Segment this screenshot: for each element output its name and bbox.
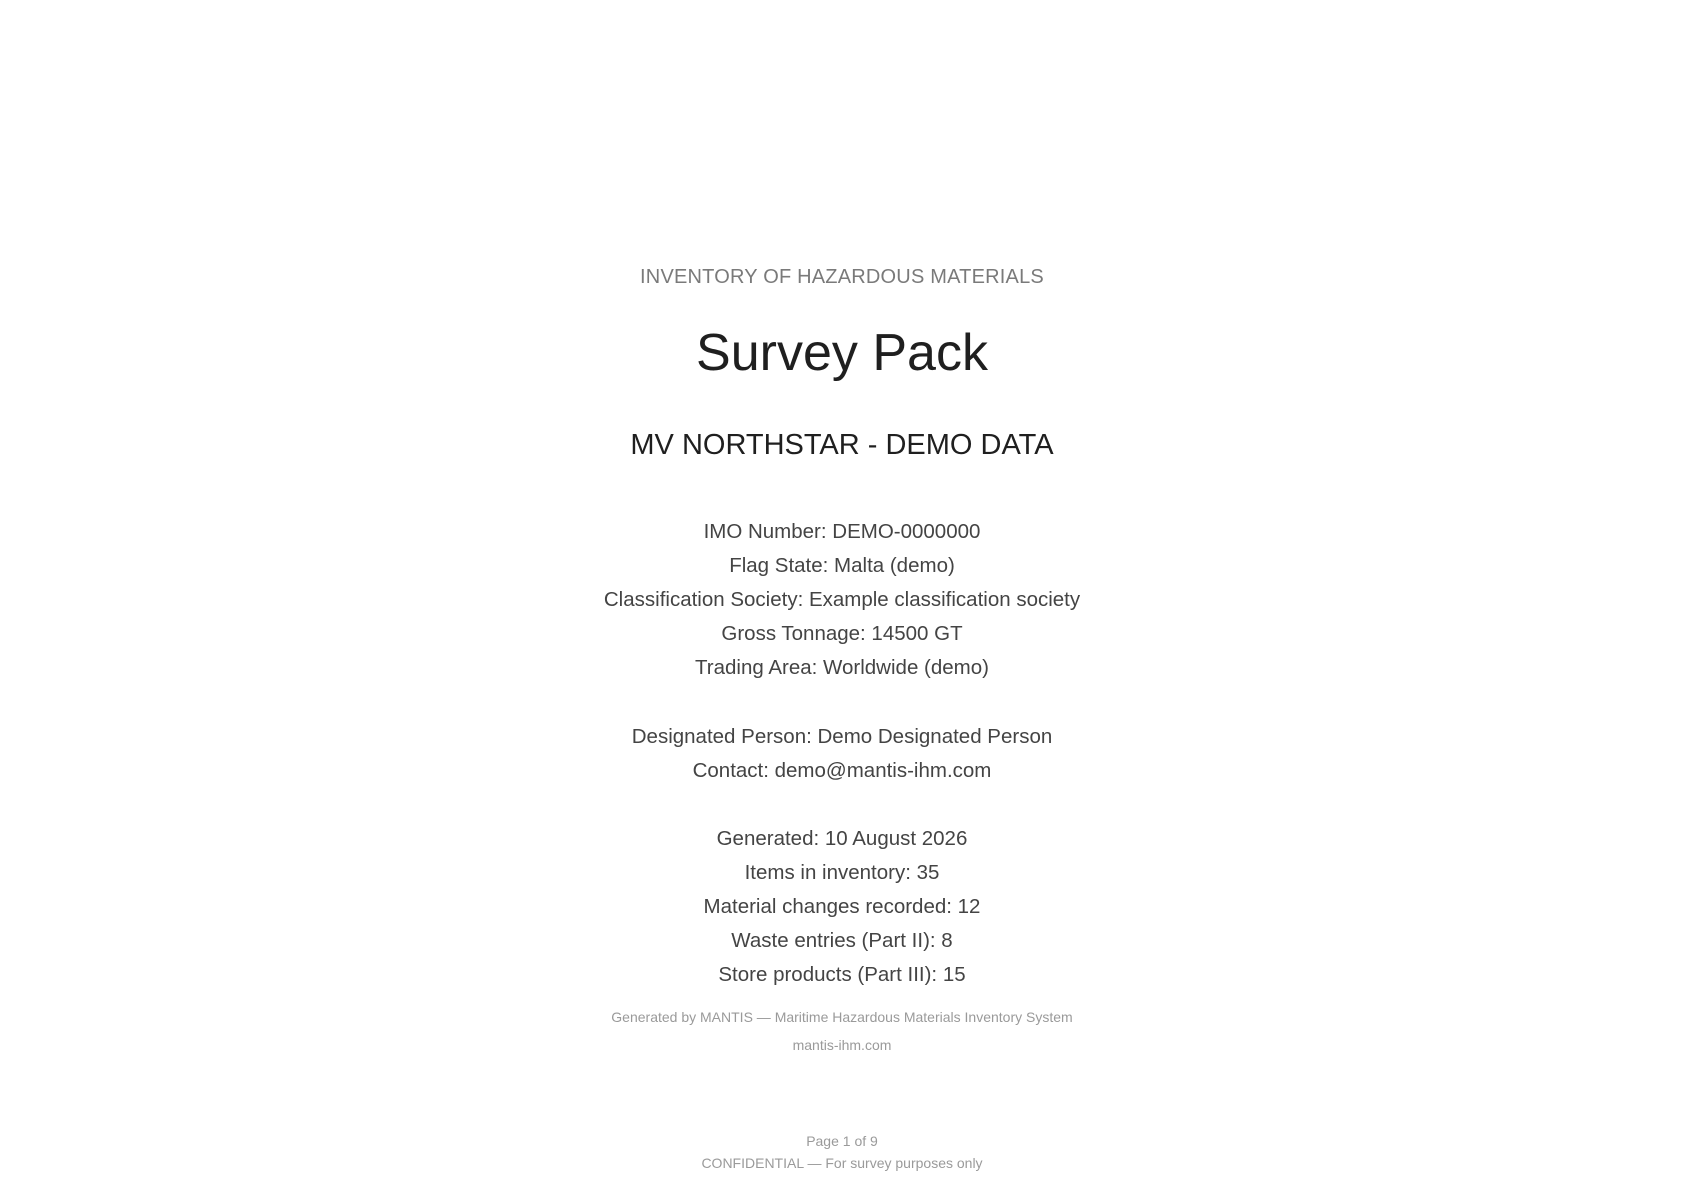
- contact-email: Contact: demo@mantis-ihm.com: [692, 759, 992, 782]
- items-count: Items in inventory: 35: [744, 861, 940, 884]
- website-link: mantis-ihm.com: [792, 1037, 892, 1053]
- document-kicker: INVENTORY OF HAZARDOUS MATERIALS: [640, 266, 1044, 288]
- waste-entries-count: Waste entries (Part II): 8: [731, 929, 953, 952]
- classification-society: Classification Society: Example classification society: [603, 588, 1081, 611]
- generated-by-credit: Generated by MANTIS — Maritime Hazardous Materials Inventory System: [611, 1009, 1073, 1025]
- document-title: Survey Pack: [696, 324, 988, 382]
- store-products-count: Store products (Part III): 15: [718, 963, 966, 986]
- imo-number: IMO Number: DEMO-0000000: [703, 520, 981, 543]
- confidential-notice: CONFIDENTIAL — For survey purposes only: [701, 1155, 983, 1171]
- page-number: Page 1 of 9: [806, 1133, 878, 1149]
- designated-person: Designated Person: Demo Designated Person: [631, 725, 1053, 748]
- material-changes-count: Material changes recorded: 12: [703, 895, 981, 918]
- flag-state: Flag State: Malta (demo): [729, 554, 955, 577]
- generated-date: Generated: 10 August 2026: [716, 827, 968, 850]
- vessel-name: MV NORTHSTAR - DEMO DATA: [630, 429, 1054, 461]
- trading-area: Trading Area: Worldwide (demo): [695, 656, 989, 679]
- gross-tonnage: Gross Tonnage: 14500 GT: [721, 622, 963, 645]
